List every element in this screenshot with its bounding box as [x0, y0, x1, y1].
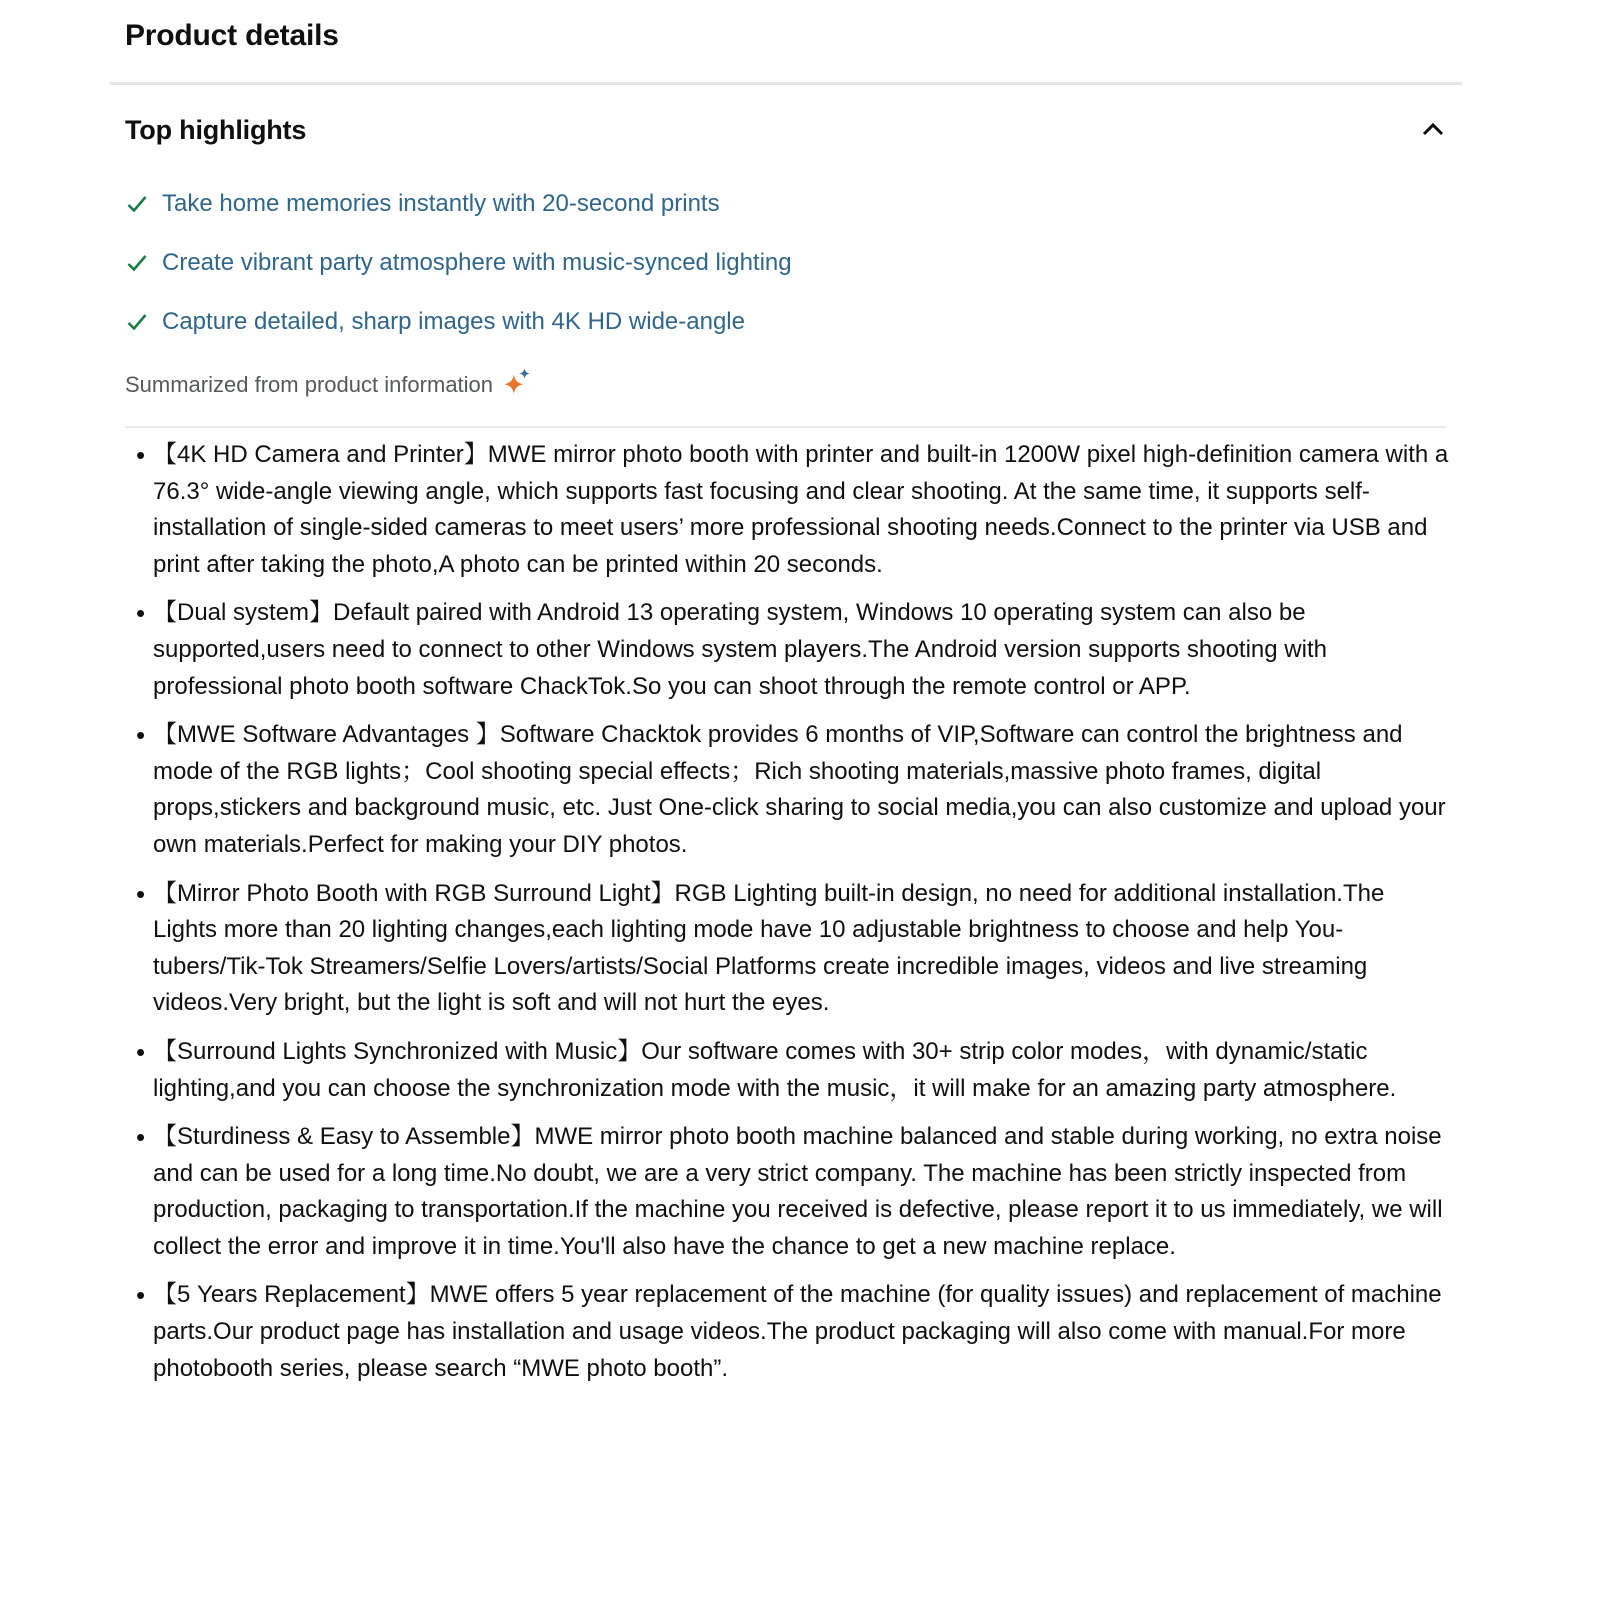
page-title: Product details: [125, 19, 339, 52]
summary-note-text: Summarized from product information: [125, 371, 494, 397]
bullet-item: • 【Mirror Photo Booth with RGB Surround Light】RGB Lighting built-in design, no need for additional installation.The Lights more than 20 lighting changes,each lighting mode have 10 adjustable brightness to choose and help You-tubers/Tik-Tok Streamers/Selfie Lovers/artists/Social Platforms create incredible images, videos and live streaming videos.Very bright, but the light is soft and will not hurt the eyes.: [153, 876, 1450, 1022]
highlight-item: [125, 248, 1450, 278]
check-icon: [125, 192, 149, 216]
section-title: Top highlights: [125, 115, 307, 145]
check-icon: [125, 251, 149, 275]
bullet-item: • 【Dual system】Default paired with Android 13 operating system, Windows 10 operating system can also be supported,users need to connect to other Windows system players.The Android version supports shooting with professional photo booth software ChackTok.So you can shoot through the remote control or APP.: [153, 595, 1450, 705]
summary-note: [125, 366, 1450, 403]
highlight-text: Capture detailed, sharp images with 4K HD wide-angle: [162, 308, 745, 335]
chevron-up-icon: [1418, 117, 1448, 144]
highlight-item: [125, 307, 1450, 337]
ai-sparkle-icon: [502, 366, 532, 403]
bullet-item: • 【Surround Lights Synchronized with Music】Our software comes with 30+ strip color modes，with dynamic/static lighting,and you can choose the synchronization mode with the music，it will make for an amazing party atmosphere.: [153, 1034, 1450, 1107]
bullet-item: • 【4K HD Camera and Printer】MWE mirror photo booth with printer and built-in 1200W pixel high-definition camera with a 76.3° wide-angle viewing angle, which supports fast focusing and clear shooting. At the same time, it supports self-installation of single-sided cameras to meet users’ more professional shooting needs.Connect to the printer via USB and print after taking the photo,A photo can be printed within 20 seconds.: [153, 437, 1450, 583]
product-bullet-list: [125, 437, 1450, 1387]
section-divider: [110, 82, 1462, 85]
highlight-text: Take home memories instantly with 20-second prints: [162, 190, 720, 217]
top-highlights-header: [125, 113, 1450, 147]
list-divider: [125, 426, 1447, 428]
bullet-item: • 【5 Years Replacement】MWE offers 5 year replacement of the machine (for quality issues) and replacement of machine parts.Our product page has installation and usage videos.The product packaging will also come with manual.For more photobooth series, please search “MWE photo booth”.: [153, 1277, 1450, 1387]
highlights-list: [125, 189, 1450, 337]
highlight-item: [125, 189, 1450, 219]
collapse-section-button[interactable]: [1416, 115, 1450, 146]
highlight-text: Create vibrant party atmosphere with music-synced lighting: [162, 249, 792, 276]
bullet-item: • 【Sturdiness & Easy to Assemble】MWE mirror photo booth machine balanced and stable during working, no extra noise and can be used for a long time.No doubt, we are a very strict company. The machine has been strictly inspected from production, packaging to transportation.If the machine you received is defective, please report it to us immediately, we will collect the error and improve it in time.You'll also have the chance to get a new machine replace.: [153, 1119, 1450, 1265]
bullet-item: • 【MWE Software Advantages 】Software Chacktok provides 6 months of VIP,Software can control the brightness and mode of the RGB lights；Cool shooting special effects；Rich shooting materials,massive photo frames, digital props,stickers and background music, etc. Just One-click sharing to social media,you can also customize and upload your own materials.Perfect for making your DIY photos.: [153, 717, 1450, 863]
check-icon: [125, 310, 149, 334]
